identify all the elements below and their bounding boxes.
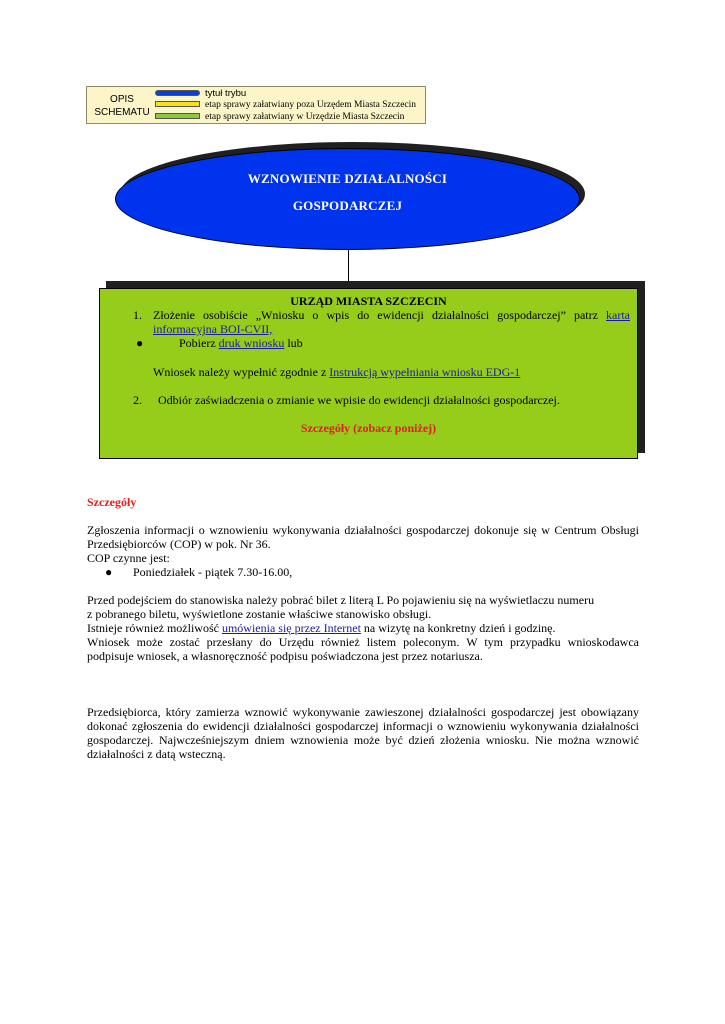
procedure-title bbox=[116, 165, 579, 219]
legend-swatch-title bbox=[155, 90, 200, 96]
schema-legend bbox=[86, 86, 426, 124]
form-download-link[interactable]: druk wniosku bbox=[218, 336, 285, 350]
legend-text-outside: etap sprawy załatwiany poza Urzędem Miasta Szczecin bbox=[205, 100, 417, 110]
procedure-title-line1: WZNOWIENIE DZIAŁALNOŚCI bbox=[247, 171, 448, 186]
details-opening-label: COP czynne jest: bbox=[87, 551, 170, 565]
step-2-text: Odbiór zaświadczenia o zmianie we wpisie do ewidencji działalności gospodarczej. bbox=[158, 393, 560, 407]
opening-hours-item bbox=[105, 565, 292, 579]
step-1-number: 1. bbox=[133, 308, 142, 322]
details-reference: Szczegóły (zobacz poniżej) bbox=[300, 421, 437, 435]
details-mail-paragraph: Wniosek może zostać przesłany do Urzędu również listem poleconym. W tym przypadku wnioskodawca podpisuje wniosek, a własnoręczność podpisu poświadczona jest przez notariusza. bbox=[87, 635, 639, 663]
legend-label-line2: SCHEMATU bbox=[94, 107, 150, 118]
legend-swatch-outside bbox=[155, 101, 200, 107]
office-title: URZĄD MIASTA SZCZECIN bbox=[290, 294, 447, 308]
details-heading: Szczegóły bbox=[87, 495, 137, 509]
procedure-title-line2: GOSPODARCZEJ bbox=[292, 198, 403, 213]
appointment-prefix: Istnieje również możliwość bbox=[87, 621, 219, 635]
download-bullet bbox=[136, 336, 303, 350]
legend-label bbox=[91, 93, 153, 119]
details-appointment bbox=[87, 621, 639, 635]
legend-text-title: tytuł trybu bbox=[205, 88, 247, 99]
details-ticket-line2: z pobranego biletu, wyświetlone zostanie właściwe stanowisko obsługi. bbox=[87, 607, 432, 621]
instruction-link[interactable]: Instrukcją wypełniania wniosku EDG-1 bbox=[329, 365, 521, 379]
bullet-icon: ● bbox=[105, 565, 113, 579]
flow-connector bbox=[348, 250, 349, 283]
step-2 bbox=[133, 393, 560, 407]
opening-hours-text: Poniedziałek - piątek 7.30-16.00, bbox=[133, 565, 293, 579]
download-prefix: Pobierz bbox=[179, 336, 216, 350]
fill-instruction-note bbox=[153, 365, 520, 379]
step-2-number: 2. bbox=[133, 393, 142, 407]
details-paragraph-cop: Zgłoszenia informacji o wznowieniu wykonywania działalności gospodarczej dokonuje się w Centrum Obsługi Przedsiębiorców (COP) w pok. Nr 36. bbox=[87, 523, 639, 551]
step-1 bbox=[133, 308, 630, 336]
details-resumption-paragraph: Przedsiębiorca, który zamierza wznowić wykonywanie zawieszonej działalności gospodarczej jest obowiązany dokonać zgłoszenia do ewidencji działalności gospodarczej informacji o wznowieniu wykonywania działalności gospodarczej. Najwcześniejszym dniem wznowienia może być dzień złożenia wniosku. Nie można wznowić działalności z datą wsteczną. bbox=[87, 705, 639, 761]
legend-label-line1: OPIS bbox=[110, 94, 134, 105]
details-ticket-line1: Przed podejściem do stanowiska należy pobrać bilet z literą L Po pojawieniu się na wyświetlaczu numeru bbox=[87, 593, 595, 607]
legend-text-inside: etap sprawy załatwiany w Urzędzie Miasta Szczecin bbox=[205, 112, 405, 122]
bullet-icon: ● bbox=[136, 336, 144, 350]
info-card-link[interactable]: karta informacyjna BOI-CVII, bbox=[153, 308, 630, 336]
note-prefix: Wniosek należy wypełnić zgodnie z bbox=[153, 365, 327, 379]
step-1-text: Złożenie osobiście „Wniosku o wpis do ewidencji działalności gospodarczej” patrz bbox=[153, 308, 598, 322]
office-step-box bbox=[99, 288, 638, 459]
appointment-suffix: na wizytę na konkretny dzień i godzinę. bbox=[363, 621, 556, 635]
download-suffix: lub bbox=[287, 336, 303, 350]
procedure-title-ellipse bbox=[115, 148, 580, 250]
legend-swatch-inside bbox=[155, 113, 200, 119]
online-appointment-link[interactable]: umówienia się przez Internet bbox=[221, 621, 361, 635]
